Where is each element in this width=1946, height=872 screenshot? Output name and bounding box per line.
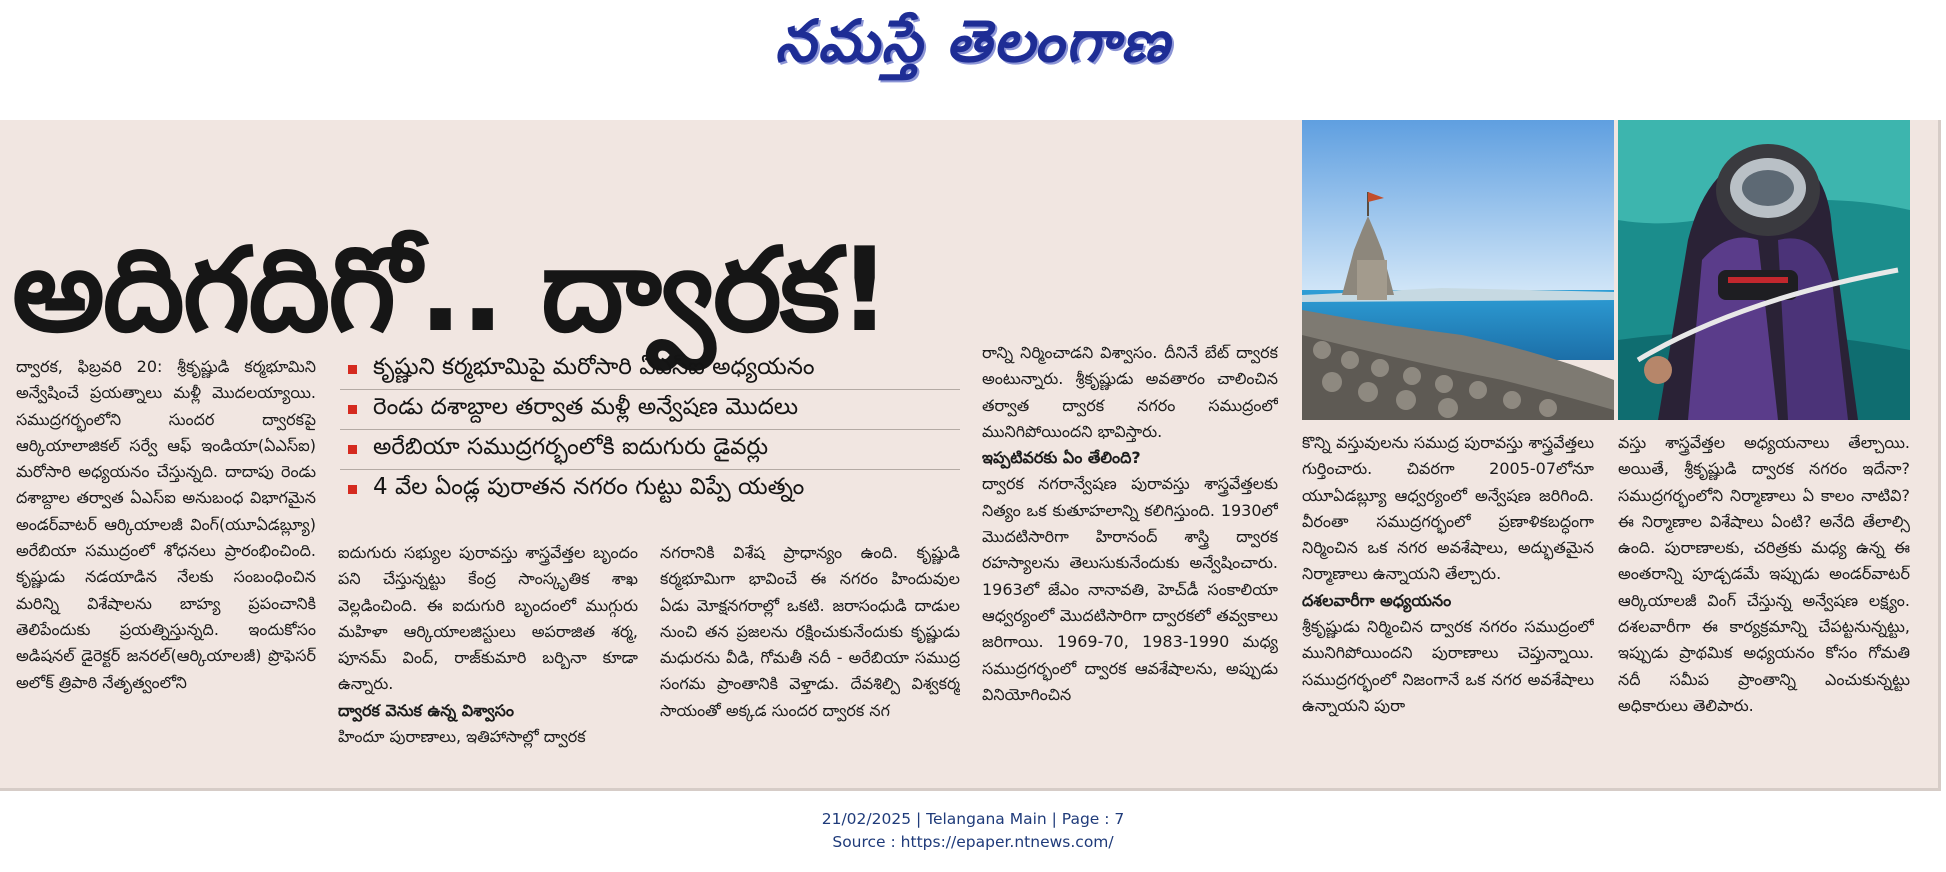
highlight-item [340, 430, 960, 470]
bullet-square-icon [348, 405, 357, 414]
column-1-text: ద్వారక, ఫిబ్రవరి 20: శ్రీకృష్ణుడి కర్మభూమిని అన్వేషించే ప్రయత్నాలు మళ్లీ మొదలయ్యాయి. సముద్రగర్భంలోని సుందర ద్వారకపై ఆర్కియాలాజికల్ సర్వే ఆఫ్ ఇండియా(ఏఎస్ఐ) మరోసారి అధ్యయనం చేస్తున్నది. దాదాపు రెండు దశాబ్దాల తర్వాత ఏఎస్ఐ అనుబంధ విభాగమైన అండర్‌వాటర్ ఆర్కియాలజీ వింగ్(యూఏడబ్ల్యూ) అరేబియా సముద్రంలో శోధనలు ప్రారంభించింది. కృష్ణుడు నడయాడిన నేలకు సంబంధించిన మరిన్ని విశేషాలను బాహ్య ప్రపంచానికి తెలిపేందుకు ప్రయత్నిస్తున్నది. ఇందుకోసం అడిషనల్ డైరెక్టర్ జనరల్(ఆర్కియాలజీ) ప్రొఫెసర్ అలోక్ త్రిపాఠి నేతృత్వంలోని [16, 357, 316, 692]
article-column-2 [338, 540, 638, 780]
article-column-3 [660, 540, 960, 780]
article-column-6 [1618, 430, 1910, 780]
highlight-item [340, 350, 960, 390]
highlight-text: కృష్ణుని కర్మభూమిపై మరోసారి ఏఎస్ఐ అధ్యయనం [373, 353, 815, 380]
column-2-text-continued: హిందూ పురాణాలు, ఇతిహాసాల్లో ద్వారక [338, 727, 586, 747]
highlight-text: అరేబియా సముద్రగర్భంలోకి ఐదుగురు డైవర్లు [373, 433, 769, 460]
dwarka-temple-photo [1302, 120, 1614, 420]
footer-date-edition: 21/02/2025 | Telangana Main | Page : 7 [821, 810, 1125, 828]
column-2-subheading: ద్వారక వెనుక ఉన్న విశ్వాసం [338, 700, 514, 720]
highlight-item [340, 390, 960, 430]
column-5-subheading: దశలవారీగా అధ్యయనం [1302, 590, 1452, 610]
highlight-item [340, 470, 960, 509]
highlight-text: 4 వేల ఏండ్ల పురాతన నగరం గుట్టు విప్పే యత్నం [373, 473, 805, 500]
column-2-text: ఐదుగురు సభ్యుల పురావస్తు శాస్త్రవేత్తల బృందం పని చేస్తున్నట్టు కేంద్ర సాంస్కృతిక శాఖ వెల్లడించింది. ఈ ఐదుగురి బృందంలో ముగ్గురు మహిళా ఆర్కియాలజిస్టులు అపరాజిత శర్మ, పూనమ్ వింద్, రాజ్‌కుమారి బర్బినా కూడా ఉన్నారు. [338, 543, 638, 694]
article-headline: అదిగదిగో.. ద్వారక! [12, 223, 890, 358]
article-column-1 [16, 354, 316, 779]
diver-photo [1618, 120, 1910, 420]
column-4-subheading: ఇప్పటివరకు ఏం తేలింది? [982, 448, 1141, 468]
column-5-text: కొన్ని వస్తువులను సముద్ర పురావస్తు శాస్త్రవేత్తలు గుర్తించారు. చివరగా 2005-07లోనూ యూఏడబ్ల్యూ ఆధ్వర్యంలో అన్వేషణ జరిగింది. వీరంతా సముద్రగర్భంలో ప్రణాళికబద్ధంగా నిర్మించిన ఒక నగర అవశేషాలు, అద్భుతమైన నిర్మాణాలు ఉన్నాయని తేల్చారు. [1302, 433, 1594, 584]
bullet-square-icon [348, 445, 357, 454]
highlight-text: రెండు దశాబ్దాల తర్వాత మళ్లీ అన్వేషణ మొదలు [373, 393, 799, 420]
column-4-text: రాన్ని నిర్మించాడని విశ్వాసం. దీనినే బేట్ ద్వారక అంటున్నారు. శ్రీకృష్ణుడు అవతారం చాలించిన తర్వాత ద్వారక నగరం సముద్రంలో మునిగిపోయిందని భావిస్తారు. [982, 343, 1278, 441]
page-footer [0, 808, 1946, 854]
column-4-text-continued: ద్వారక నగరాన్వేషణ పురావస్తు శాస్త్రవేత్తలకు నిత్యం ఒక కుతూహలాన్ని కలిగిస్తుంది. 1930లో మొదటిసారిగా హిరానంద్ శాస్త్రి ద్వారక రహస్యాలను తెలుసుకునేందుకు అన్వేషించారు. 1963లో జేఎం నానావతి, హెచ్‌డీ సంకాలియా ఆధ్వర్యంలో మొదటిసారిగా ద్వారకలో తవ్వకాలు జరిగాయి. 1969-70, 1983-1990 మధ్య సముద్రగర్భంలో ద్వారక ఆవశేషాలను, అప్పుడు వినియోగించిన [982, 474, 1278, 704]
masthead [0, 0, 1946, 96]
column-3-text: నగరానికి విశేష ప్రాధాన్యం ఉంది. కృష్ణుడి కర్మభూమిగా భావించే ఈ నగరం హిందువుల ఏడు మోక్షనగరాల్లో ఒకటి. జరాసంధుడి దాడుల నుంచి తన ప్రజలను రక్షించుకునేందుకు కృష్ణుడు మధురను వీడి, గోమతీ నదీ - అరేబియా సముద్ర సంగమ ప్రాంతానికి వెళ్తాడు. దేవశిల్పి విశ్వకర్మ సాయంతో అక్కడ సుందర ద్వారక నగ [660, 543, 960, 720]
column-6-text: వస్తు శాస్త్రవేత్తల అధ్యయనాలు తేల్చాయి. అయితే, శ్రీకృష్ణుడి ద్వారక నగరం ఇదేనా? సముద్రగర్భంలోని నిర్మాణాలు ఏ కాలం నాటివి? ఈ నిర్మాణాల విశేషాలు ఏంటి? అనేది తేలాల్సి ఉంది. పురాణాలకు, చరిత్రకు మధ్య ఉన్న ఈ అంతరాన్ని పూడ్చడమే ఇప్పుడు అండర్‌వాటర్ ఆర్కియాలజీ వింగ్ చేస్తున్న అన్వేషణ లక్ష్యం. దశలవారీగా ఈ కార్యక్రమాన్ని చేపట్టనున్నట్టు, ఇప్పుడు ప్రాథమిక అధ్యయనం కోసం గోమతి నదీ సమీప ప్రాంతాన్ని ఎంచుకున్నట్టు అధికారులు తెలిపారు. [1618, 433, 1910, 715]
article-column-5 [1302, 430, 1594, 780]
masthead-title: నమస్తే తెలంగాణ [775, 6, 1171, 75]
article-clipping [0, 120, 1941, 791]
bullet-square-icon [348, 365, 357, 374]
highlights-list [340, 350, 960, 509]
article-column-4 [982, 340, 1278, 780]
footer-source: Source : https://epaper.ntnews.com/ [832, 833, 1114, 851]
bullet-square-icon [348, 485, 357, 494]
column-5-text-continued: శ్రీకృష్ణుడు నిర్మించిన ద్వారక నగరం సముద్రంలో మునిగిపోయిందని పురాణాలు చెప్తున్నాయి. సముద్రగర్భంలో నిజంగానే ఒక నగర అవశేషాలు ఉన్నాయని పురా [1302, 617, 1594, 715]
